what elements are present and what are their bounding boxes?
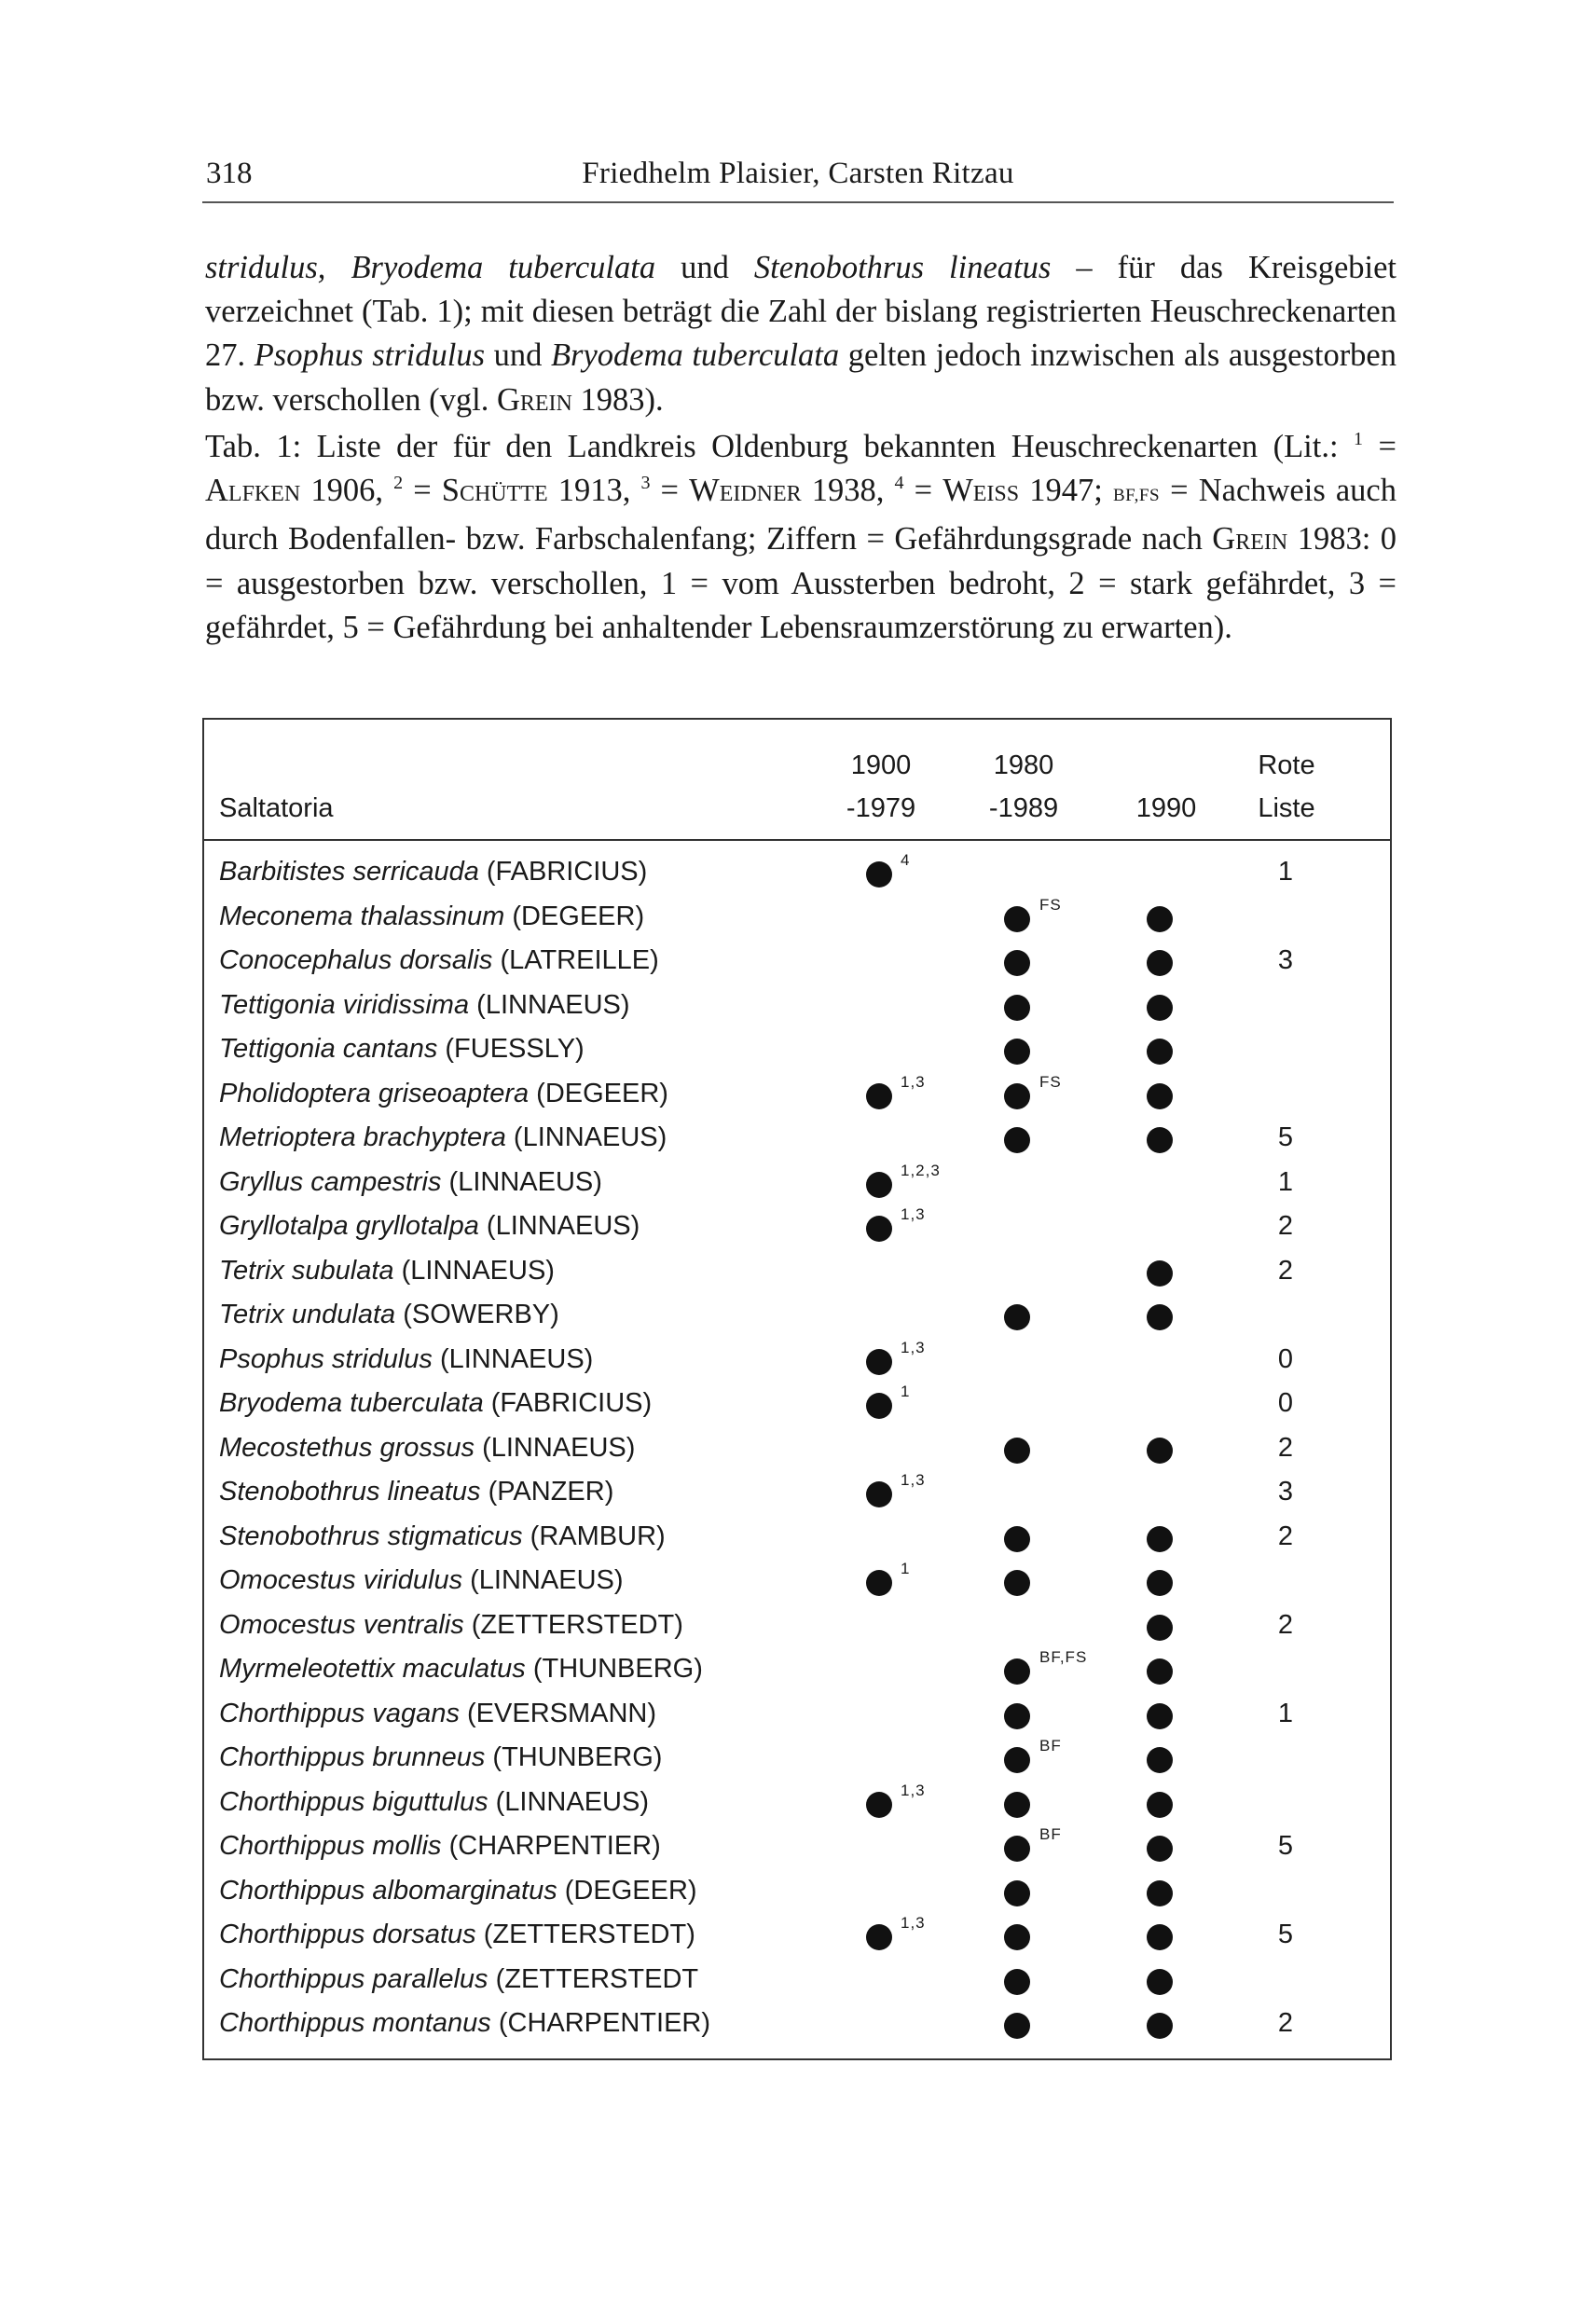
- presence-dot-1990: [1147, 995, 1173, 1021]
- red-list-status: 5: [1277, 1122, 1294, 1152]
- species-author: (LINNAEUS): [462, 1565, 624, 1595]
- reference-note: 1,3: [901, 1471, 926, 1489]
- author-name: Grein: [1212, 521, 1288, 557]
- col-header-species: Saltatoria: [219, 793, 334, 823]
- col-header-1900-range: -1979: [846, 793, 916, 823]
- reference-note: FS: [1039, 1072, 1062, 1091]
- species-binomial: Psophus stridulus: [219, 1343, 433, 1374]
- species-binomial: Mecostethus grossus: [219, 1432, 475, 1463]
- body-paragraph: [205, 246, 1396, 422]
- presence-dot-1990: [1147, 1836, 1173, 1862]
- presence-dot-1980: [1004, 1127, 1030, 1153]
- species-cell: [219, 1338, 593, 1383]
- species-table: [202, 718, 1392, 2060]
- presence-dot-1980: [1004, 906, 1030, 932]
- species-author: (FUESSLY): [437, 1034, 585, 1064]
- presence-dot-1990: [1147, 1615, 1173, 1641]
- text: 1983).: [571, 381, 664, 418]
- species-cell: [219, 1470, 613, 1515]
- species-cell: [219, 1736, 662, 1781]
- red-list-status: 1: [1277, 857, 1294, 887]
- reference-note: 1,3: [901, 1338, 926, 1356]
- reference-note: BF: [1039, 1737, 1062, 1755]
- species-cell: [219, 1647, 703, 1692]
- author-name: Weiss: [942, 473, 1020, 509]
- table-row: [204, 1559, 1390, 1603]
- red-list-status: 2: [1277, 1609, 1294, 1640]
- table-row: [204, 1470, 1390, 1515]
- table-row: [204, 2002, 1390, 2046]
- species-author: (DEGEER): [504, 901, 645, 931]
- author-name: Alfken: [205, 473, 301, 509]
- presence-dot-1980: [1004, 1924, 1030, 1950]
- presence-dot-1980: [1004, 1880, 1030, 1906]
- presence-dot-1900: [866, 1393, 892, 1419]
- presence-dot-1980: [1004, 995, 1030, 1021]
- presence-dot-1900: [866, 861, 892, 888]
- species-cell: [219, 1293, 559, 1338]
- red-list-status: 5: [1277, 1920, 1294, 1949]
- reference-note: 1,3: [901, 1781, 926, 1799]
- species-author: (PANZER): [480, 1477, 614, 1507]
- presence-dot-1980: [1004, 1969, 1030, 1995]
- presence-dot-1900: [866, 1083, 892, 1109]
- species-author: (LATREILLE): [492, 945, 659, 975]
- table-row: [204, 1781, 1390, 1825]
- reference-note: 1: [901, 1560, 911, 1577]
- red-list-status: 1: [1277, 1698, 1294, 1728]
- table-row: [204, 1072, 1390, 1117]
- table-row: [204, 984, 1390, 1028]
- presence-dot-1980: [1004, 1083, 1030, 1109]
- species-binomial: Myrmeleotettix maculatus: [219, 1654, 526, 1684]
- species-cell: [219, 1958, 698, 2002]
- species-author: (LINNAEUS): [432, 1343, 594, 1374]
- table-row: [204, 1958, 1390, 2002]
- presence-dot-1900: [866, 1216, 892, 1242]
- presence-dot-1990: [1147, 1304, 1173, 1330]
- table-row: [204, 895, 1390, 940]
- species-author: (ZETTERSTEDT: [488, 1963, 699, 1994]
- species-author: (LINNAEUS): [469, 989, 630, 1020]
- species-binomial: Chorthippus brunneus: [219, 1742, 486, 1772]
- text: 1938,: [801, 473, 895, 509]
- presence-dot-1990: [1147, 1127, 1173, 1153]
- presence-dot-1980: [1004, 2013, 1030, 2039]
- species-binomial: Chorthippus albomarginatus: [219, 1875, 557, 1906]
- table-row: [204, 1338, 1390, 1383]
- presence-dot-1980: [1004, 1658, 1030, 1685]
- presence-dot-1980: [1004, 1836, 1030, 1862]
- presence-dot-1990: [1147, 1969, 1173, 1995]
- ref-marker: 1: [1354, 429, 1364, 449]
- species-author: (THUNBERG): [485, 1742, 663, 1772]
- species-cell: [219, 2002, 710, 2046]
- table-row: [204, 1293, 1390, 1338]
- text: und: [655, 250, 754, 285]
- presence-dot-1990: [1147, 950, 1173, 976]
- species-binomial: Gryllus campestris: [219, 1166, 442, 1197]
- species-binomial: Metrioptera brachyptera: [219, 1122, 506, 1152]
- species-author: (CHARPENTIER): [490, 2008, 711, 2038]
- species-author: (FABRICIUS): [478, 857, 648, 887]
- presence-dot-1980: [1004, 1792, 1030, 1818]
- text: =: [903, 473, 943, 509]
- species-cell: [219, 1824, 661, 1869]
- presence-dot-1990: [1147, 1747, 1173, 1773]
- species-cell: [219, 850, 647, 895]
- species-name: Bryodema tuberculata: [550, 337, 840, 374]
- species-cell: [219, 1161, 602, 1205]
- table-row: [204, 1382, 1390, 1426]
- species-cell: [219, 1913, 695, 1958]
- table-row: [204, 1647, 1390, 1692]
- species-binomial: Tettigonia cantans: [219, 1034, 438, 1064]
- author-name: Grein: [496, 381, 572, 418]
- table-row: [204, 1736, 1390, 1781]
- col-header-1980: 1980: [993, 750, 1054, 780]
- text: = Nachweis auch durch Bodenfallen- bzw. Farbschalenfang; Ziffern = Gefährdungsgrade nach: [205, 473, 1396, 557]
- species-cell: [219, 1116, 667, 1161]
- species-binomial: Omocestus ventralis: [219, 1609, 464, 1640]
- table-row: [204, 1116, 1390, 1161]
- species-cell: [219, 1781, 649, 1825]
- presence-dot-1980: [1004, 1304, 1030, 1330]
- table-row: [204, 1027, 1390, 1072]
- table-row: [204, 1692, 1390, 1737]
- species-binomial: Stenobothrus lineatus: [219, 1477, 481, 1507]
- species-name: stridulus, Bryodema tuberculata: [205, 250, 656, 285]
- presence-dot-1990: [1147, 1526, 1173, 1552]
- reference-note: BF,FS: [1039, 1648, 1088, 1666]
- text: und: [485, 337, 551, 374]
- species-cell: [219, 1204, 640, 1249]
- table-row: [204, 1204, 1390, 1249]
- species-author: (LINNAEUS): [475, 1432, 636, 1463]
- col-header-rote: Rote: [1258, 750, 1315, 780]
- species-author: (RAMBUR): [522, 1521, 666, 1551]
- species-binomial: Tetrix undulata: [219, 1300, 396, 1329]
- text: gelten jedoch inzwischen als ausgestorben bzw. verschollen (vgl.: [205, 337, 1396, 418]
- species-binomial: Chorthippus parallelus: [219, 1963, 488, 1994]
- species-cell: [219, 1559, 624, 1603]
- species-name: Stenobothrus lineatus: [753, 250, 1052, 285]
- presence-dot-1990: [1147, 1880, 1173, 1906]
- species-binomial: Conocephalus dorsalis: [219, 945, 493, 975]
- table-row: [204, 1913, 1390, 1958]
- red-list-status: 2: [1277, 2008, 1294, 2038]
- text: – für das Kreisgebiet verzeichnet (Tab. 1); mit diesen beträgt die Zahl der bislang registrierten Heuschreckenarten 27.: [205, 250, 1396, 374]
- author-name: Schütte: [441, 473, 548, 509]
- text: =: [403, 473, 442, 509]
- species-cell: [219, 895, 644, 940]
- ref-marker: 3: [640, 473, 651, 494]
- species-author: (THUNBERG): [525, 1654, 703, 1684]
- header-rule: [204, 839, 1390, 841]
- red-list-status: 0: [1277, 1388, 1294, 1418]
- table-row: [204, 1824, 1390, 1869]
- species-cell: [219, 1027, 585, 1072]
- species-author: (SOWERBY): [395, 1300, 559, 1329]
- text: Tab. 1: Liste der für den Landkreis Oldenburg bekannten Heuschreckenarten (Lit.:: [205, 429, 1355, 464]
- presence-dot-1980: [1004, 1747, 1030, 1773]
- reference-note: FS: [1039, 895, 1062, 914]
- species-cell: [219, 1072, 668, 1117]
- running-head: Friedhelm Plaisier, Carsten Ritzau: [582, 157, 1014, 190]
- red-list-status: 0: [1277, 1343, 1294, 1374]
- species-author: (ZETTERSTEDT): [475, 1920, 695, 1949]
- red-list-status: 2: [1277, 1432, 1294, 1463]
- species-binomial: Chorthippus biguttulus: [219, 1786, 488, 1817]
- reference-note: 4: [901, 851, 911, 869]
- species-author: (LINNAEUS): [441, 1166, 602, 1197]
- species-binomial: Meconema thalassinum: [219, 901, 505, 931]
- ref-marker: 4: [894, 473, 904, 494]
- species-binomial: Tettigonia viridissima: [219, 989, 470, 1020]
- reference-note: 1,3: [901, 1205, 926, 1223]
- species-cell: [219, 1249, 555, 1294]
- species-author: (LINNAEUS): [478, 1211, 640, 1241]
- presence-dot-1900: [866, 1792, 892, 1818]
- species-cell: [219, 1515, 666, 1560]
- species-binomial: Pholidoptera griseoaptera: [219, 1078, 530, 1108]
- text: =: [1363, 429, 1396, 464]
- table-caption: [205, 425, 1396, 650]
- presence-dot-1990: [1147, 1570, 1173, 1596]
- species-binomial: Omocestus viridulus: [219, 1565, 463, 1595]
- table-row: [204, 1869, 1390, 1914]
- presence-dot-1990: [1147, 2013, 1173, 2039]
- presence-dot-1990: [1147, 1039, 1173, 1065]
- presence-dot-1900: [866, 1481, 892, 1507]
- page-number: 318: [206, 157, 253, 190]
- species-cell: [219, 1426, 635, 1471]
- species-author: (EVERSMANN): [459, 1698, 657, 1728]
- presence-dot-1990: [1147, 906, 1173, 932]
- text: 1913,: [547, 473, 641, 509]
- presence-dot-1900: [866, 1172, 892, 1198]
- presence-dot-1990: [1147, 1260, 1173, 1287]
- table-row: [204, 1515, 1390, 1560]
- red-list-status: 2: [1277, 1255, 1294, 1286]
- species-binomial: Barbitistes serricauda: [219, 857, 479, 887]
- text: 1906,: [300, 473, 394, 509]
- text: 1983: 0 = ausgestorben bzw. verschollen, 1 = vom Aussterben bedroht, 2 = stark gefährdet, 3 = gefährdet, 5 = Gefährdung bei anhaltender Lebensraumzerstörung zu erwarten).: [205, 521, 1396, 645]
- presence-dot-1990: [1147, 1792, 1173, 1818]
- species-cell: [219, 939, 659, 984]
- presence-dot-1980: [1004, 1703, 1030, 1729]
- presence-dot-1990: [1147, 1924, 1173, 1950]
- species-cell: [219, 1869, 697, 1914]
- text: 1947;: [1019, 473, 1113, 509]
- reference-note: BF: [1039, 1825, 1062, 1843]
- presence-dot-1990: [1147, 1658, 1173, 1685]
- reference-note: 1,3: [901, 1072, 926, 1091]
- presence-dot-1900: [866, 1570, 892, 1596]
- species-binomial: Bryodema tuberculata: [219, 1388, 484, 1418]
- table-row: [204, 1426, 1390, 1471]
- species-author: (LINNAEUS): [393, 1255, 555, 1286]
- presence-dot-1980: [1004, 1438, 1030, 1464]
- species-author: (FABRICIUS): [483, 1388, 653, 1418]
- species-binomial: Stenobothrus stigmaticus: [219, 1521, 523, 1551]
- species-binomial: Tetrix subulata: [219, 1255, 394, 1286]
- reference-note: 1: [901, 1383, 911, 1400]
- species-binomial: Chorthippus mollis: [219, 1831, 442, 1861]
- text: =: [650, 473, 690, 509]
- red-list-status: 2: [1277, 1211, 1294, 1241]
- red-list-status: 3: [1277, 1477, 1294, 1507]
- species-name: Psophus stridulus: [254, 337, 486, 374]
- species-binomial: Chorthippus montanus: [219, 2008, 491, 2038]
- presence-dot-1980: [1004, 950, 1030, 976]
- presence-dot-1990: [1147, 1703, 1173, 1729]
- reference-note: 1,2,3: [901, 1161, 941, 1179]
- presence-dot-1900: [866, 1349, 892, 1375]
- red-list-status: 1: [1277, 1166, 1294, 1197]
- species-cell: [219, 1603, 683, 1648]
- presence-dot-1980: [1004, 1526, 1030, 1552]
- table-row: [204, 1249, 1390, 1294]
- author-name: Weidner: [689, 473, 802, 509]
- table-row: [204, 850, 1390, 895]
- col-header-1900: 1900: [850, 750, 912, 780]
- red-list-status: 3: [1277, 945, 1294, 975]
- species-cell: [219, 984, 630, 1028]
- reference-note: 1,3: [901, 1914, 926, 1932]
- presence-dot-1900: [866, 1924, 892, 1950]
- species-binomial: Gryllotalpa gryllotalpa: [219, 1211, 479, 1241]
- page-header: [202, 157, 1394, 203]
- col-header-1990: 1990: [1135, 793, 1197, 823]
- species-author: (DEGEER): [557, 1875, 697, 1906]
- red-list-status: 5: [1277, 1831, 1294, 1861]
- presence-dot-1980: [1004, 1039, 1030, 1065]
- red-list-status: 2: [1277, 1521, 1294, 1551]
- ref-marker: 2: [393, 473, 404, 494]
- presence-dot-1980: [1004, 1570, 1030, 1596]
- species-cell: [219, 1382, 652, 1426]
- species-author: (CHARPENTIER): [441, 1831, 661, 1861]
- species-author: (LINNAEUS): [488, 1786, 649, 1817]
- species-author: (LINNAEUS): [505, 1122, 667, 1152]
- species-author: (DEGEER): [529, 1078, 668, 1108]
- bf-fs-marker: BF,FS: [1112, 486, 1161, 506]
- table-row: [204, 1603, 1390, 1648]
- species-author: (ZETTERSTEDT): [463, 1609, 683, 1640]
- col-header-1980-range: -1989: [988, 793, 1059, 823]
- table-row: [204, 939, 1390, 984]
- species-binomial: Chorthippus dorsatus: [219, 1920, 476, 1949]
- table-row: [204, 1161, 1390, 1205]
- species-binomial: Chorthippus vagans: [219, 1698, 460, 1728]
- col-header-liste: Liste: [1258, 793, 1315, 823]
- species-cell: [219, 1692, 656, 1737]
- presence-dot-1990: [1147, 1438, 1173, 1464]
- presence-dot-1990: [1147, 1083, 1173, 1109]
